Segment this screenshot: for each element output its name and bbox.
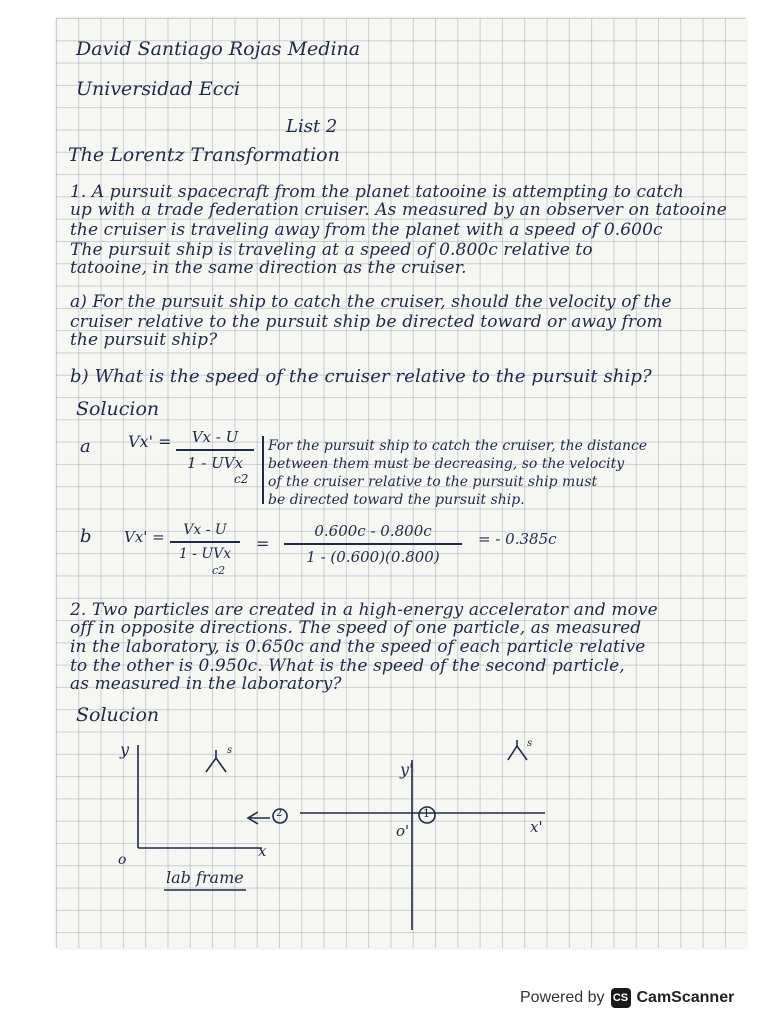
problem-line: up with a trade federation cruiser. As measured by an observer on tatooine [70,200,727,220]
explanation-line: between them must be decreasing, so the velocity [268,456,625,472]
problem-line: to the other is 0.950c. What is the speed of the second particle, [70,656,625,676]
part-a-line: cruiser relative to the pursuit ship be directed toward or away from [70,312,663,332]
solution-b-label: b [80,526,92,547]
primed-y-label: y' [400,760,414,779]
fraction-bar [284,543,462,545]
denominator-term: 1 - UVx [186,453,244,472]
numeric-denominator: 1 - (0.600)(0.800) [306,547,440,566]
primed-s-label: s [527,738,533,749]
topic-title: The Lorentz Transformation [68,144,340,166]
particle-1-label: 1 [423,807,430,820]
lab-s-label: s [227,745,233,756]
problem-line: The pursuit ship is traveling at a speed of 0.800c relative to [70,240,593,260]
lab-frame-label: lab frame [166,868,244,887]
solution-b-result: = - 0.385c [478,530,557,548]
problem-line: the cruiser is traveling away from the planet with a speed of 0.600c [70,220,663,240]
lab-x-label: x [258,842,267,860]
formula-lhs: Vx' = [128,432,172,451]
camscanner-watermark [520,986,750,1010]
problem-line: as measured in the laboratory? [70,674,342,694]
problem-line: 2. Two particles are created in a high-energy accelerator and move [70,600,658,620]
part-a-line: a) For the pursuit ship to catch the cruiser, should the velocity of the [70,292,672,312]
solution-label: Solucion [76,398,160,420]
primed-origin-label: o' [396,822,410,840]
fraction-bar [176,449,254,451]
explanation-line: For the pursuit ship to catch the cruiser, the distance [268,438,648,454]
primed-x-label: x' [530,818,543,836]
explanation-line: of the cruiser relative to the pursuit ship must [268,474,598,490]
powered-by-text: Powered by [520,989,605,1006]
fraction-bar [170,541,240,543]
c-squared: c2 [212,564,226,577]
formula-lhs: Vx' = [124,528,165,546]
camscanner-logo-icon: CS [611,988,631,1008]
lorentz-velocity-fraction [170,522,240,562]
student-name: David Santiago Rojas Medina [76,38,361,60]
particle-2-label: 2 [276,808,283,819]
fraction-denominator [176,454,254,472]
university-name: Universidad Ecci [76,78,241,100]
lab-y-label: y [120,740,130,759]
equals-sign: = [256,534,270,553]
part-a-line: the pursuit ship? [70,330,218,350]
lorentz-velocity-fraction [176,428,254,472]
problem-1-part-b: b) What is the speed of the cruiser relative to the pursuit ship? [70,366,652,387]
explanation-line: be directed toward the pursuit ship. [268,492,525,508]
denominator-term: 1 - UVx [178,545,232,562]
solution-a-label: a [80,436,91,457]
explanation-divider [262,436,264,504]
list-title: List 2 [286,116,338,137]
problem-line: tatooine, in the same direction as the cruiser. [70,258,467,278]
lab-origin-label: o [118,852,127,868]
numeric-numerator: 0.600c - 0.800c [314,522,432,540]
fraction-numerator: Vx - U [183,522,227,538]
numeric-fraction [284,522,462,566]
solution-label-2: Solucion [76,704,160,726]
problem-line: off in opposite directions. The speed of one particle, as measured [70,618,642,638]
camscanner-brand: CamScanner [636,989,735,1006]
c-squared: c2 [234,472,249,486]
problem-line: in the laboratory, is 0.650c and the speed of each particle relative [70,637,646,657]
problem-line: 1. A pursuit spacecraft from the planet tatooine is attempting to catch [70,182,684,202]
fraction-numerator: Vx - U [191,428,239,446]
